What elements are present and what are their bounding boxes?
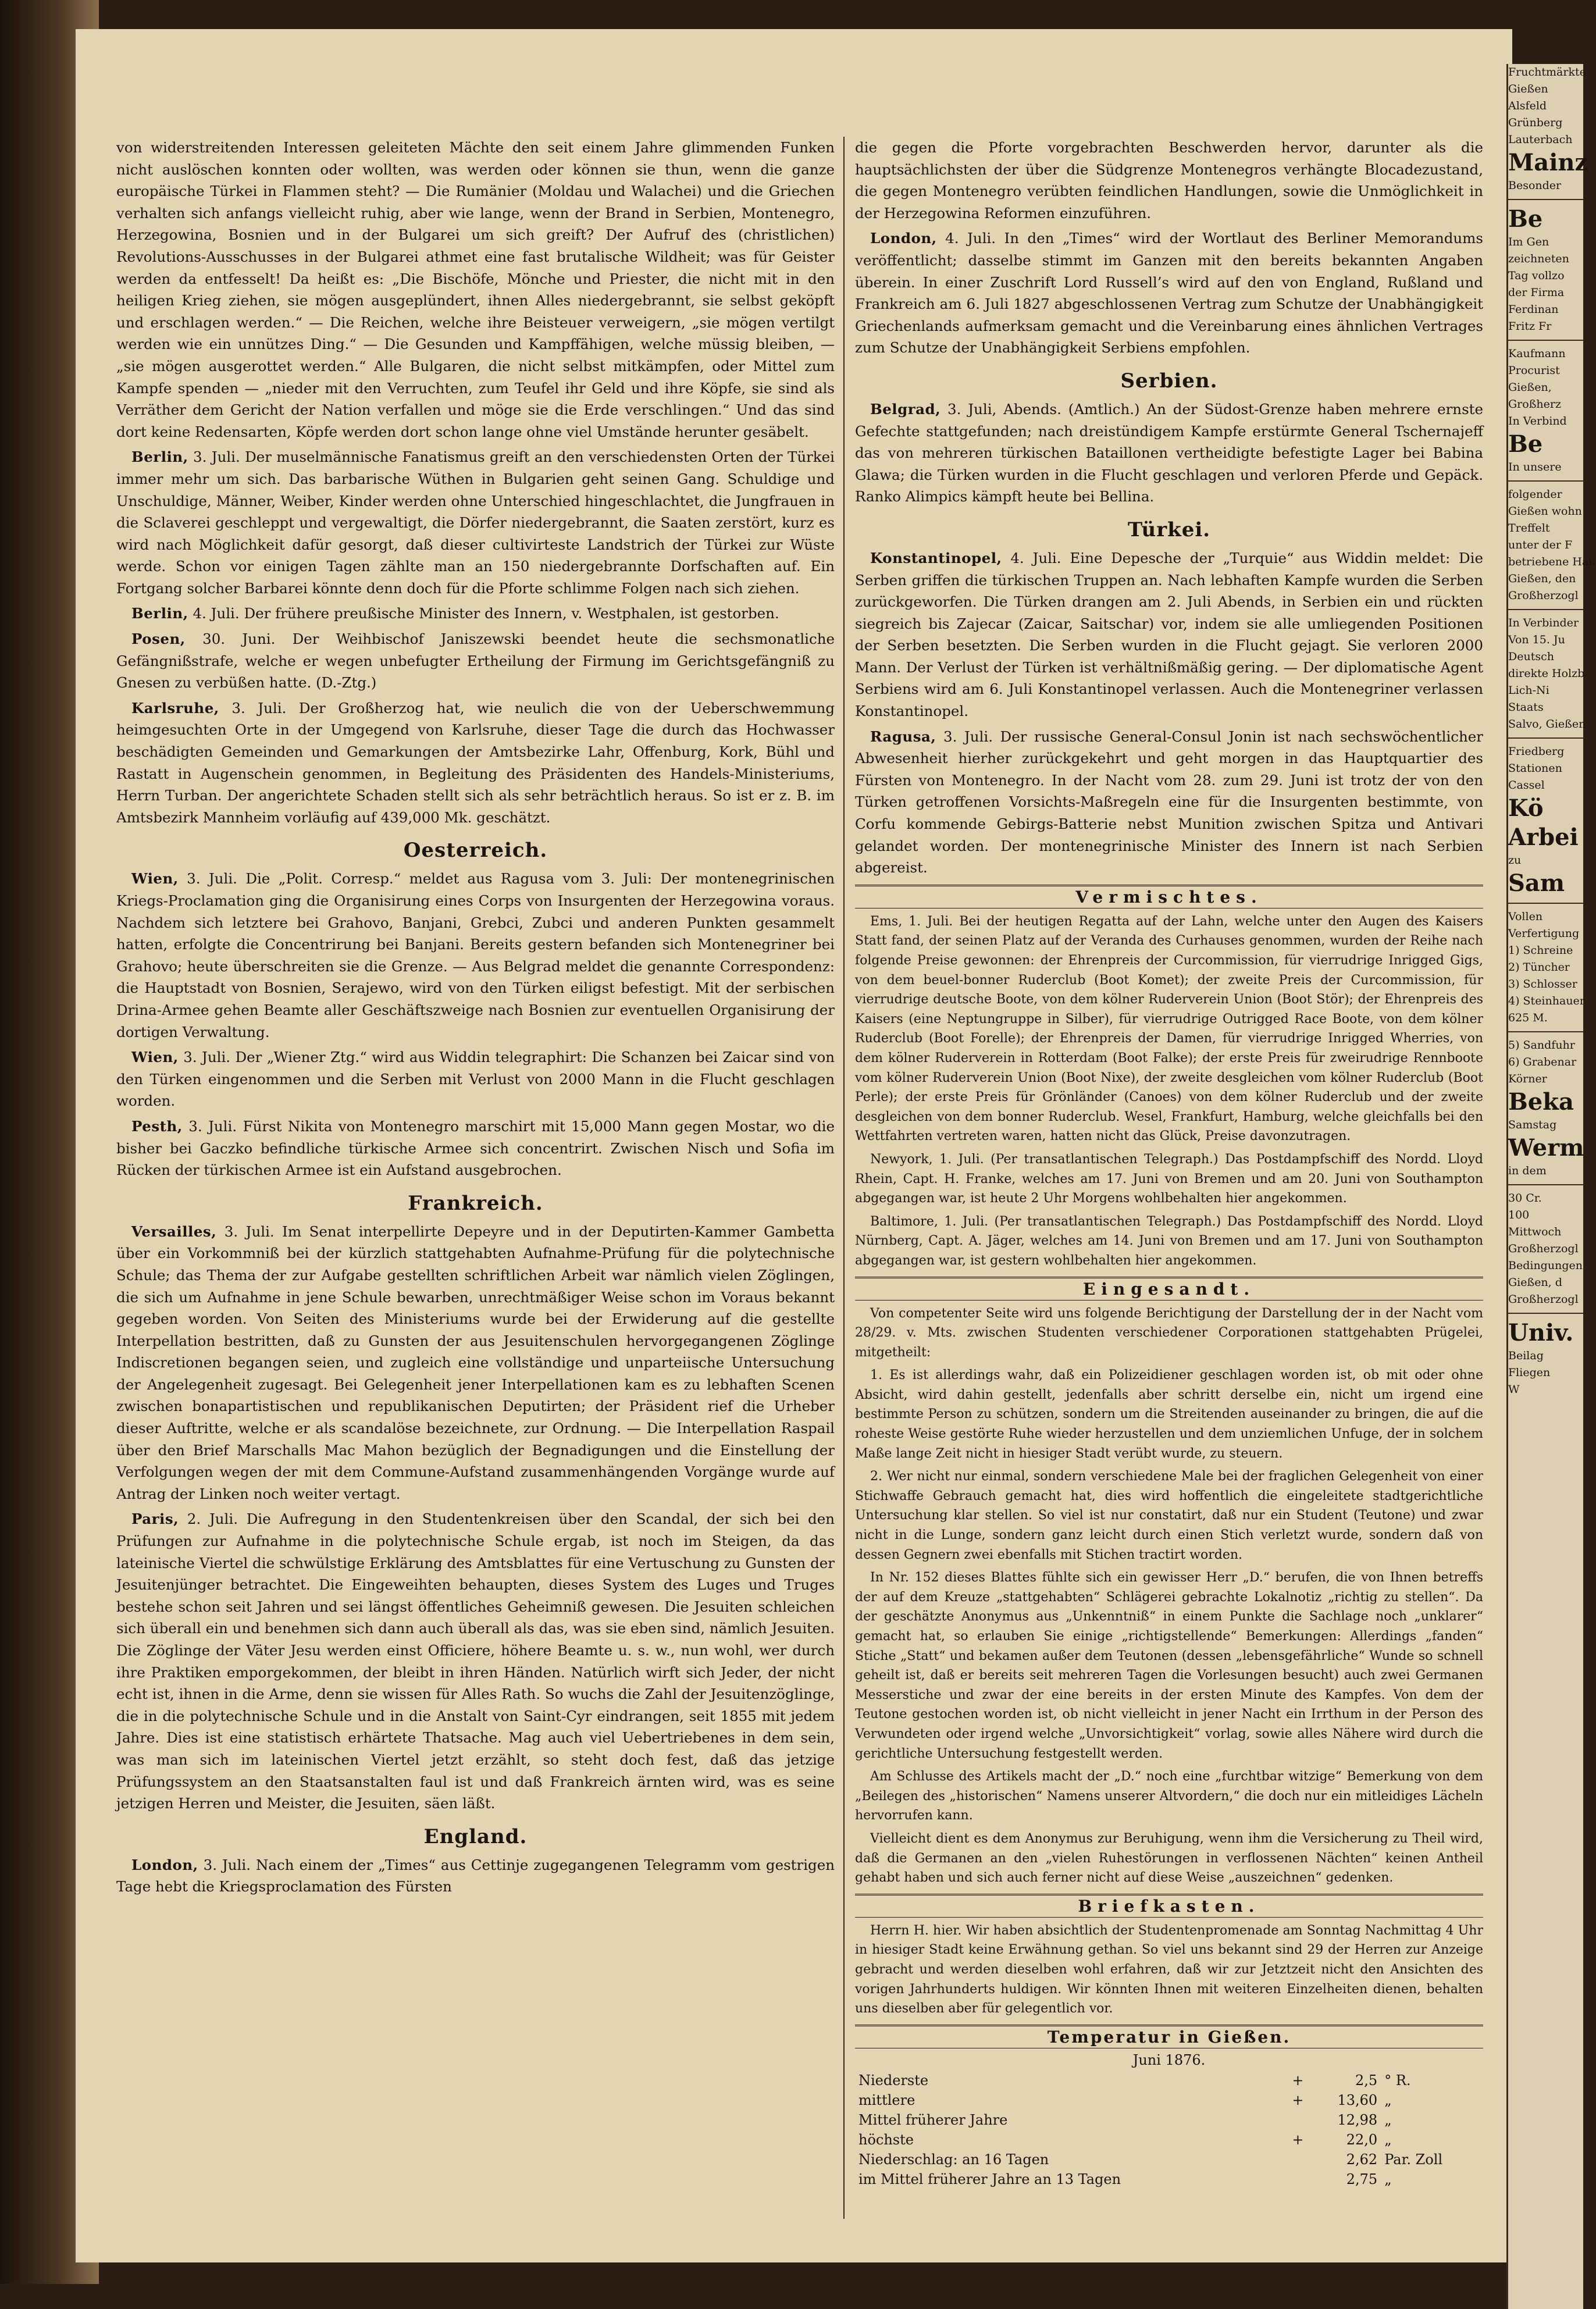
page-fragment: Fritz Fr bbox=[1508, 320, 1552, 333]
dateline: Paris, bbox=[131, 1510, 179, 1528]
article-ems bbox=[855, 912, 1483, 1146]
page-fragment: In Verbind bbox=[1508, 415, 1567, 427]
temperature-sign bbox=[1278, 2110, 1307, 2130]
eingesandt-paragraph: 2. Wer nicht nur einmal, sondern verschiedene Male bei der fraglichen Gelegenheit von einer Stichwaffe Gebrauch gemacht hat, dies wird hoffentlich die eingeleitete stadtgerichtliche Untersuchung klar stellen. So viel ist nur constatirt, daß nur ein Student (Teutone) und zwar nicht in die Lunge, sondern ganz leicht durch einen Stich verletzt wurde, sondern daß von dessen Gegnern zwei ebenfalls mit Stichen tractirt worden. bbox=[855, 1469, 1483, 1562]
page-fragment: Friedberg bbox=[1508, 745, 1565, 758]
page-fragment: 6) Grabenar bbox=[1508, 1056, 1577, 1068]
page-fragment: 3) Schlosser bbox=[1508, 978, 1577, 990]
page-fragment: Alsfeld bbox=[1508, 99, 1547, 112]
page-fragment: Gießen, d bbox=[1508, 1276, 1562, 1289]
page-fragment: Im Gen bbox=[1508, 236, 1549, 248]
page-fragment: Verfertigung bbox=[1508, 927, 1580, 940]
temperature-unit: „ bbox=[1384, 2171, 1392, 2187]
section-heading-eingesandt: Eingesandt. bbox=[855, 1277, 1483, 1300]
dateline: Versailles, bbox=[131, 1223, 217, 1240]
article-text: 1. Juli. (Per transatlantischen Telegraph.) Das Postdampfschiff des Nordd. Lloyd Nürnberg, Capt. A. Jäger, welches am 14. Juni von Bremen und am 17. Juni von Southampton abgegangen war, ist gestern wohlbehalten hier angekommen. bbox=[855, 1214, 1483, 1268]
fragment-divider bbox=[1508, 480, 1583, 482]
article-berlin-2 bbox=[116, 603, 835, 625]
page-fragment: Arbei bbox=[1508, 824, 1579, 851]
page-fragment: Mittwoch bbox=[1508, 1225, 1562, 1238]
column-rule bbox=[843, 137, 845, 2219]
dateline: London, bbox=[870, 230, 937, 247]
page-fragment: Besonder bbox=[1508, 179, 1562, 192]
page-fragment: Mainz bbox=[1508, 149, 1588, 176]
page-fragment: in dem bbox=[1508, 1164, 1547, 1177]
page-fragment: 4) Steinhauer bbox=[1508, 995, 1585, 1007]
page-fragment: Großherzogl bbox=[1508, 589, 1579, 602]
section-heading-frankreich: Frankreich. bbox=[408, 1191, 543, 1215]
briefkasten-text: Herrn H. hier. Wir haben absichtlich der Studentenpromenade am Sonntag Nachmittag 4 Uhr in hiesiger Stadt keine Erwähnung gethan. So viel uns bekannt sind 29 der Herren zur Anzeige gebracht und werden dieselben wohl erfahren, daß wir zur Jetztzeit nicht den Ansichten des vorigen Jahrhunderts huldigen. Wir könnten Ihnen mit weiteren Einzelheiten dienen, behalten uns dieselben aber für gelegentlich vor. bbox=[855, 1923, 1483, 2016]
article-berlin-1 bbox=[116, 446, 835, 599]
article-versailles bbox=[116, 1221, 835, 1505]
page-fragment: unter der F bbox=[1508, 539, 1573, 551]
fragment-divider bbox=[1508, 1031, 1583, 1032]
temperature-value: 22,0 bbox=[1346, 2131, 1378, 2148]
page-fragment: Großherzogl bbox=[1508, 1242, 1579, 1255]
article-posen bbox=[116, 628, 835, 694]
dateline: Karlsruhe, bbox=[131, 699, 219, 717]
fragment-divider bbox=[1508, 609, 1583, 610]
page-fragment: Bedingungen bbox=[1508, 1259, 1583, 1272]
temperature-row bbox=[855, 2071, 1483, 2090]
page-fragment: 100 bbox=[1508, 1209, 1530, 1221]
newspaper-page bbox=[76, 29, 1596, 2262]
fragment-divider bbox=[1508, 1313, 1583, 1314]
article-text: 3. Juli, Abends. (Amtlich.) An der Südost-Grenze haben mehrere ernste Gefechte stattgefunden; nach dreistündigem Kampfe erstürmte General Tschernajeff das von mehreren türkischen Bataillonen vertheidigte befestigte Lager bei Babina Glawa; die Türken wurden in die Flucht geschlagen und verloren Pferde und Gepäck. Ranko Alimpics kämpft heute bei Bellina. bbox=[855, 400, 1483, 505]
page-fragment: Stationen bbox=[1508, 762, 1562, 775]
page-fragment: Grünberg bbox=[1508, 116, 1563, 129]
page-fragment: Cassel bbox=[1508, 779, 1545, 792]
temperature-label: Niederste bbox=[858, 2072, 929, 2089]
temperature-value: 2,5 bbox=[1355, 2072, 1378, 2089]
page-fragment: Gießen, bbox=[1508, 381, 1552, 394]
section-heading-vermischtes: Vermischtes. bbox=[855, 885, 1483, 908]
page-fragment: direkte Holzb bbox=[1508, 667, 1585, 680]
eingesandt-paragraph: Am Schlusse des Artikels macht der „D.“ noch eine „furchtbar witzige“ Bemerkung von dem „Beilegen des „historischen“ Namens unserer Altvordern,“ die doch nur ein mitleidiges Lächeln hervorrufen kann. bbox=[855, 1769, 1483, 1823]
article-text: 3. Juli. Der Großherzog hat, wie neulich die von der Ueberschwemmung heimgesuchten Orte in der Umgegend von Karlsruhe, dieser Tage die durch das Hochwasser beschädigten Gemeinden und Gemarkungen der Amtsbezirke Lahr, Offenburg, Kork, Bühl und Rastatt in Augenschein genommen, in Begleitung des Präsidenten des Handels-Ministeriums, Herrn Turban. Der angerichtete Schaden stellt sich als sehr beträchtlich heraus. So ist er z. B. im Amtsbezirk Mannheim vorläufig auf 439,000 Mk. geschätzt. bbox=[116, 699, 835, 826]
page-fragment: Ferdinan bbox=[1508, 303, 1559, 316]
page-fragment: Salvo, Gießen bbox=[1508, 718, 1586, 731]
section-heading-briefkasten: Briefkasten. bbox=[855, 1894, 1483, 1918]
article-text: 3. Juli. Der „Wiener Ztg.“ wird aus Widdin telegraphirt: Die Schanzen bei Zaicar sind von den Türken eingenommen und die Serben mit Verlust von 2000 Mann in die Flucht geschlagen worden. bbox=[116, 1049, 835, 1110]
section-heading-england: England. bbox=[423, 1825, 528, 1848]
temperature-row bbox=[855, 2150, 1483, 2169]
page-fragment: Gießen wohn bbox=[1508, 505, 1582, 518]
temperature-label: im Mittel früherer Jahre an 13 Tagen bbox=[858, 2171, 1121, 2187]
section-heading-tuerkei: Türkei. bbox=[1127, 518, 1211, 541]
fragment-divider bbox=[1508, 340, 1583, 341]
section-heading-oesterreich: Oesterreich. bbox=[403, 839, 548, 863]
page-fragment: zu bbox=[1508, 854, 1522, 867]
fragment-divider bbox=[1508, 199, 1583, 200]
temperature-sign: + bbox=[1292, 2072, 1304, 2089]
article-konstantinopel bbox=[855, 547, 1483, 722]
temperature-row bbox=[855, 2169, 1483, 2189]
temperature-label: Niederschlag: an 16 Tagen bbox=[858, 2151, 1049, 2168]
temperature-unit: ° R. bbox=[1384, 2072, 1411, 2089]
article-text: 30. Juni. Der Weihbischof Janiszewski beendet heute die sechsmonatliche Gefängnißstrafe, welche er wegen unbefugter Ertheilung der Firmung im Gerichtsgefängniß zu Gnesen zu verbüßen hatte. (D.-Ztg.) bbox=[116, 630, 835, 692]
dateline: Belgrad, bbox=[870, 400, 941, 418]
temperature-value: 13,60 bbox=[1337, 2091, 1378, 2108]
temperature-unit: „ bbox=[1384, 2131, 1392, 2148]
article-ragusa bbox=[855, 726, 1483, 879]
page-fragment: Deutsch bbox=[1508, 650, 1554, 663]
page-fragment: Lich-Ni bbox=[1508, 684, 1549, 697]
temperature-label: mittlere bbox=[858, 2091, 915, 2108]
page-fragment: Großherzogl bbox=[1508, 1293, 1579, 1306]
temperature-sign bbox=[1278, 2150, 1307, 2169]
dateline: Berlin, bbox=[131, 448, 188, 466]
temperature-table bbox=[855, 2071, 1483, 2189]
dateline: Posen, bbox=[131, 630, 186, 648]
middle-column bbox=[855, 137, 1483, 2189]
page-fragment: Kö bbox=[1508, 794, 1544, 822]
article-text: 1. Juli. Bei der heutigen Regatta auf der Lahn, welche unter den Augen des Kaisers Statt fand, der seinen Platz auf der Veranda des Curhauses genommen, wurden der Reihe nach folgende Preise gewonnen: der Ehrenpreis der Curcommission, für vierrudrige Inrigged Gigs, von dem beuel-bonner Ruderclub (Boot Komet); der zweite Preis der Curcommission, für vierrudrige deutsche Boote, von dem kölner Ruderverein Union (Boot Stör); der Ehrenpreis des Kaisers (eine Neptungruppe in Silber), für vierrudrige Outrigged Race Boote, von dem kölner Ruderclub (Boot Forelle); der Ehrenpreis der Damen, für vierrudrige Inrigged Wherries, von dem kölner Ruderverein in Rotterdam (Boot Falke); der erste Preis für zweirudrige Rennboote vom kölner Ruderverein Union (Boot Nixe), der zweite desgleichen vom kölner Ruderclub (Boot Perle); der erste Preis für Grönländer (Canoes) von dem kölner Ruderclub und der zweite desgleichen von dem bonner Ruderclub. Wesel, Frankfurt, Hamburg, welche gleichfalls bei den Wettfahrten vertreten waren, hatten nicht das Glück, Preise davonzutragen. bbox=[855, 914, 1483, 1144]
article-intro: von widerstreitenden Interessen geleiteten Mächte den seit einem Jahre glimmenden Funken nicht auslöschen konnten oder wollten, was werden oder können sie thun, wenn die ganze europäische Türkei in Flammen steht? — Die Rumänier (Moldau und Walachei) und die Griechen verhalten sich anfangs vielleicht ruhig, aber wie lange, wenn der Brand in Serbien, Montenegro, Herzegowina, Bosnien und in der Bulgarei um sich greift? Der Aufruf des (christlichen) Revolutions-Ausschusses in der Bulgarei athmet eine fast brutalische Wildheit; was für Geister werden da entfesselt! Da heißt es: „Die Bischöfe, Mönche und Priester, die nicht mit in den heiligen Krieg ziehen, sie mögen ausgeplündert, ihnen Alles niedergebrannt, sie selbst geköpft und erschlagen werden.“ — Die Reichen, welche ihre Beisteuer verweigern, „sie mögen vertilgt werden wie ein unnützes Ding.“ — Die Gesunden und Kampffähigen, welche müssig bleiben, — „sie mögen ausgerottet werden.“ Alle Bulgaren, die nicht selbst mitkämpfen, oder Mittel zum Kampfe spenden — „nieder mit den Verruchten, zum Teufel ihr Geld und ihre Köpfe, sie sind als Verräther dem Gericht der Nation verfallen und möge sie die Erde verschlingen.“ Und das sind dort keine Redensarten, Köpfe werden dort schon lange ohne viel Umstände herunter gesäbelt. bbox=[116, 139, 835, 440]
fragment-divider bbox=[1508, 1184, 1583, 1185]
temperature-sign bbox=[1278, 2169, 1307, 2189]
page-fragment: Gießen bbox=[1508, 83, 1548, 95]
article-text: 3. Juli. Fürst Nikita von Montenegro marschirt mit 15,000 Mann gegen Mostar, wo die bisher bei Gaczko befindliche türkische Armee sich concentrirt. Zwischen Nisch und Sofia im Rücken der türkischen Armee ist ein Aufstand ausgebrochen. bbox=[116, 1117, 835, 1179]
article-continuation: die gegen die Pforte vorgebrachten Beschwerden hervor, darunter als die hauptsächlichsten der über die Südgrenze Montenegros verhängte Blocadezustand, die gegen Montenegro verübten feindlichen Handlungen, sowie die Unmöglichkeit in der Herzegowina Reformen einzuführen. bbox=[855, 139, 1483, 222]
article-wien-1 bbox=[116, 868, 835, 1043]
page-fragment: Be bbox=[1508, 205, 1543, 233]
temperature-unit: „ bbox=[1384, 2091, 1392, 2108]
page-fragment: der Firma bbox=[1508, 286, 1565, 299]
page-fragment: Beka bbox=[1508, 1088, 1574, 1116]
temperature-value: 2,62 bbox=[1346, 2151, 1378, 2168]
page-fragment: zeichneten bbox=[1508, 252, 1569, 265]
page-fragment: W bbox=[1508, 1383, 1520, 1396]
page-fragment: Be bbox=[1508, 430, 1543, 458]
section-heading-temperatur: Temperatur in Gießen. bbox=[855, 2025, 1483, 2048]
temperature-sign: + bbox=[1292, 2131, 1304, 2148]
page-fragment: Univ. bbox=[1508, 1319, 1574, 1346]
page-fragment: Gießen, den bbox=[1508, 572, 1576, 585]
article-text: 3. Juli. Der russische General-Consul Jonin ist nach sechswöchentlicher Abwesenheit hierher zurückgekehrt und geht morgen in das Hauptquartier des Fürsten von Montenegro. In der Nacht vom 28. zum 29. Juni ist trotz der von den Türken getroffenen Vorsichts-Maßregeln eine für die Insurgenten bestimmte, von Corfu kommende Gebirgs-Batterie nebst Munition zwischen Spitza und Antivari gelandet worden. Der montenegrinische Minister des Innern ist nach Serbien abgereist. bbox=[855, 728, 1483, 876]
article-karlsruhe bbox=[116, 697, 835, 829]
page-fragment: Werm bbox=[1508, 1134, 1584, 1161]
page-fragment: In Verbinder bbox=[1508, 617, 1579, 629]
article-baltimore bbox=[855, 1212, 1483, 1271]
article-text: 2. Juli. Die Aufregung in den Studentenkreisen über den Scandal, der sich bei den Prüfungen zur Aufnahme in die polytechnische Schule ergab, ist noch im Steigen, da das lateinische Viertel die schwülstige Erklärung des Amtsblattes für eine Vertuschung zu Gunsten der Jesuitenjünger betrachtet. Die Eingeweihten behaupten, dieses System des Luges und Truges bestehe schon seit Jahren und sei längst öffentliches Geheimniß gewesen. Die Jesuiten schleichen sich überall ein und benehmen sich dann auch überall als das, was sie eben sind, nämlich Jesuiten. Die Zöglinge der Väter Jesu werden einst Officiere, höhere Beamte u. s. w., nun wohl, wer durch ihre Praktiken emporgekommen, der bleibt in ihren Händen. Natürlich wirft sich Jeder, der nicht echt ist, ihnen in die Arme, denn sie wissen für Alles Rath. So wuchs die Zahl der Jesuitenzöglinge, die in die polytechnische Schule und in die Anstalt von Saint-Cyr eindrangen, seit 1855 mit jedem Jahre. Dies ist eine statistisch erhärtete Thatsache. Mag auch viel Uebertriebenes in dem sein, was man sich im lateinischen Viertel jetzt erzählt, so steht doch fest, daß das jetzige Prüfungssystem an den Staatsanstalten faul ist und daß Frankreich ärnten wird, was es seine jetzigen Herren und Meister, die Jesuiten, säen läßt. bbox=[116, 1510, 835, 1812]
dateline: Baltimore, bbox=[870, 1214, 938, 1229]
temperature-unit: „ bbox=[1384, 2111, 1392, 2128]
page-fragment: Samstag bbox=[1508, 1118, 1557, 1131]
adjacent-page-strip bbox=[1506, 64, 1596, 2309]
temperature-label: Mittel früherer Jahre bbox=[858, 2111, 1008, 2128]
dateline: Newyork, bbox=[870, 1152, 933, 1167]
temperature-row bbox=[855, 2110, 1483, 2130]
temperature-row bbox=[855, 2090, 1483, 2110]
page-fragment: 625 M. bbox=[1508, 1011, 1548, 1024]
page-fragment: Treffelt bbox=[1508, 522, 1550, 535]
temperature-row bbox=[855, 2130, 1483, 2150]
page-fragment: Staats bbox=[1508, 701, 1544, 714]
dateline: Pesth, bbox=[131, 1117, 183, 1135]
page-fragment: Tag vollzo bbox=[1508, 269, 1565, 282]
article-paris bbox=[116, 1508, 835, 1814]
article-text: 3. Juli. Die „Polit. Corresp.“ meldet aus Ragusa vom 3. Juli: Der montenegrinischen Kriegs-Proclamation ging die Organisirung eines Corps von Insurgenten der Herzegowina voraus. Nachdem sich letztere bei Grahovo, Banjani, Grebci, Zubci und anderen Punkten gesammelt hatten, erfolgte die Concentrirung bei Banjani. Bereits gestern befanden sich Montenegriner bei Grahovo; heute überschreiten sie die Grenze. — Aus Belgrad meldet die genannte Correspondenz: die Hauptstadt von Bosnien, Serajewo, wird von den Türken eiligst befestigt. Mit der serbischen Drina-Armee gehen Beamte aller Geschäftszweige nach Bosnien zur eventuellen Organisirung der dortigen Verwaltung. bbox=[116, 870, 835, 1041]
eingesandt-paragraph: In Nr. 152 dieses Blattes fühlte sich ein gewisser Herr „D.“ berufen, die von Ihnen betreffs der auf dem Kreuze „stattgehabten“ Schlägerei gebrachte Lokalnotiz „richtig zu stellen“. Da der geschätzte Anonymus aus „Unkenntniß“ in einem Punkte die Sachlage noch „unklarer“ gemacht hat, so erlauben Sie einige „richtigstellende“ Bemerkungen: Allerdings „fanden“ Stiche „Statt“ und bekamen außer dem Teutonen (dessen „lebensgefährliche“ Wunde so schnell geheilt ist, daß er bereits seit mehreren Tagen die Vorlesungen besucht) auch zwei Germanen Messerstiche und zwar der eine bereits in der ersten Minute des Kampfes. Von dem der Teutone gestochen worden ist, ob nicht vielleicht in jener Nacht ein Irrthum in der Person des Verwundeten oder irgend welche „Unvorsichtigkeit“ vorlag, sowie alles Nähere wird durch die gerichtliche Untersuchung festgestellt werden. bbox=[855, 1570, 1483, 1761]
page-fragment: Procurist bbox=[1508, 364, 1560, 377]
fragment-divider bbox=[1508, 737, 1583, 739]
section-heading-serbien: Serbien. bbox=[1120, 369, 1218, 393]
dateline: Konstantinopel, bbox=[870, 549, 1002, 566]
dateline: Wien, bbox=[131, 1049, 179, 1066]
article-london-1 bbox=[116, 1854, 835, 1898]
article-wien-2 bbox=[116, 1046, 835, 1112]
temperature-value: 2,75 bbox=[1346, 2171, 1378, 2187]
article-newyork bbox=[855, 1150, 1483, 1209]
page-fragment: Großherz bbox=[1508, 398, 1561, 411]
fragment-divider bbox=[1508, 903, 1583, 904]
temperature-label: höchste bbox=[858, 2131, 914, 2148]
page-fragment: Von 15. Ju bbox=[1508, 633, 1565, 646]
page-fragment: Kaufmann bbox=[1508, 347, 1566, 360]
page-fragment: 2) Tüncher bbox=[1508, 961, 1570, 974]
page-fragment: In unsere bbox=[1508, 461, 1562, 473]
page-fragment: folgender bbox=[1508, 488, 1562, 501]
article-belgrad bbox=[855, 398, 1483, 508]
page-fragment: 5) Sandfuhr bbox=[1508, 1039, 1575, 1052]
dateline: Ems, bbox=[870, 914, 903, 929]
eingesandt-paragraph: Von competenter Seite wird uns folgende Berichtigung der Darstellung der in der Nacht vom 28/29. v. Mts. zwischen Studenten verschiedener Corporationen stattgehabten Prügelei, mitgetheilt: bbox=[855, 1306, 1483, 1360]
article-text: 4. Juli. In den „Times“ wird der Wortlaut des Berliner Memorandums veröffentlicht; dasselbe stimmt im Ganzen mit den bereits bekannten Angaben überein. In einer Zuschrift Lord Russell’s wird auf den von England, Rußland und Frankreich am 6. Juli 1827 abgeschlossenen Vertrag zum Schutze der Unabhängigkeit Griechenlands aufmerksam gemacht und die Vereinbarung eines ähnlichen Vertrages zum Schutze der Unabhängigkeit Serbiens empfohlen. bbox=[855, 230, 1483, 357]
article-london-2 bbox=[855, 227, 1483, 359]
page-fragment: Beilag bbox=[1508, 1349, 1544, 1362]
page-fragment: Lauterbach bbox=[1508, 133, 1573, 146]
page-fragment: Körner bbox=[1508, 1072, 1547, 1085]
dateline: Wien, bbox=[131, 870, 179, 888]
temperature-unit: Par. Zoll bbox=[1384, 2151, 1443, 2168]
page-fragment: 30 Cr. bbox=[1508, 1192, 1542, 1205]
temperature-value: 12,98 bbox=[1337, 2111, 1378, 2128]
page-fragment: betriebene Han bbox=[1508, 555, 1596, 568]
page-fragment: Fliegen bbox=[1508, 1366, 1551, 1379]
article-text: 3. Juli. Der muselmännische Fanatismus greift an den verschiedensten Orten der Türkei immer mehr um sich. Das barbarische Wüthen in Bulgarien geht seinen Gang. Schuldige und Unschuldige, Männer, Weiber, Kinder werden ohne Unterschied hingeschlachtet, die Jungfrauen in die Sclaverei geschleppt und vergewaltigt, die Dörfer niedergebrannt, die Saaten zerstört, kurz es wird nach Möglichkeit dafür gesorgt, daß dieser cultivirteste Landstrich der Türkei zur Wüste werde. Schon vor einigen Tagen zählte man an 150 niedergebrannte Dorfschaften auf. Ein Fortgang solcher Barbarei könnte denn doch für die Pforte schlimme Folgen nach sich ziehen. bbox=[116, 448, 835, 597]
temperature-month: Juni 1876. bbox=[1132, 2051, 1206, 2068]
article-text: 3. Juli. Im Senat interpellirte Depeyre und in der Deputirten-Kammer Gambetta über ein Vorkommniß bei der kürzlich stattgehabten Aufnahme-Prüfung für die polytechnische Schule; das Thema der zur Aufgabe gestellten schriftlichen Arbeit war nämlich vielen Zöglingen, die sich um Aufnahme in jene Schule bewarben, unrechtmäßiger Weise schon im Voraus bekannt gegeben worden. Von Seiten des Ministeriums wurde bei der Erwiderung auf die gestellte Interpellation bestritten, daß zu Gunsten der aus Jesuitenschulen hervorgegangenen Zöglinge Indiscretionen begangen seien, und zugleich eine vollständige und unparteiische Untersuchung der Angelegenheit zugesagt. Bei Gelegenheit jener Interpellationen kam es zu lebhaften Scenen zwischen bonapartistischen und republikanischen Deputirten; der Präsident rief die Urheber dieser Auftritte, welche er als scandalöse bezeichnete, zur Ordnung. — Die Interpellation Raspail über den Brief Marschalls Mac Mahon bezüglich der Begnadigungen und die Einstellung der Verfolgungen wegen der mit dem Commune-Aufstand zusammenhängenden Vorgänge wurde auf Antrag der Linken noch weiter vertagt. bbox=[116, 1223, 835, 1502]
page-fragment: Vollen bbox=[1508, 910, 1543, 923]
article-text: 4. Juli. Eine Depesche der „Turquie“ aus Widdin meldet: Die Serben griffen die türkischen Truppen an. Nach lebhaften Kampfe wurden die Serben zurückgeworfen. Die Türken drangen am 2. Juli Abends, in Serbien ein und rückten siegreich bis Zajecar (Zaicar, Saitschar) vor, indem sie alle umliegenden Positionen der Serben besetzten. Die Serben wurden in die Flucht gejagt. Sie verloren 2000 Mann. Der Verlust der Türken ist verhältnißmäßig gering. — Der diplomatische Agent Serbiens wird am 6. Juli Konstantinopel verlassen. Auch die Montenegriner verlassen Konstantinopel. bbox=[855, 549, 1483, 720]
temperature-sign: + bbox=[1292, 2091, 1304, 2108]
page-fragment: Fruchtmärkte bbox=[1508, 66, 1586, 79]
left-column bbox=[116, 137, 835, 1901]
page-fragment: 1) Schreine bbox=[1508, 944, 1573, 957]
dateline: Ragusa, bbox=[870, 728, 936, 745]
eingesandt-paragraph: Vielleicht dient es dem Anonymus zur Beruhigung, wenn ihm die Versicherung zu Theil wird, daß die Germanen an den „vielen Ruhestörungen in verflossenen Nächten“ keinen Antheil gehabt haben und sich auch ferner nicht auf diese Weise „auszeichnen“ gedenken. bbox=[855, 1831, 1483, 1886]
dateline: Berlin, bbox=[131, 605, 188, 622]
dateline: London, bbox=[131, 1856, 198, 1873]
page-fragment: Sam bbox=[1508, 870, 1565, 897]
article-pesth bbox=[116, 1116, 835, 1181]
eingesandt-paragraph: 1. Es ist allerdings wahr, daß ein Polizeidiener geschlagen worden ist, ob mit oder ohne Absicht, wird dahin gestellt, jedenfalls aber schritt derselbe ein, nicht um irgend eine bestimmte Person zu schützen, sondern um die Streitenden auseinander zu bringen, die auf die roheste Weise gestörte Ruhe wieder herzustellen und dem unziemlichen Unfuge, der in solchem Maße lange Zeit nicht in hiesiger Stadt verübt wurde, zu steuern. bbox=[855, 1368, 1483, 1461]
article-text: 3. Juli. Nach einem der „Times“ aus Cettinje zugegangenen Telegramm vom gestrigen Tage hebt die Kriegsproclamation des Fürsten bbox=[116, 1856, 835, 1895]
article-text: 1. Juli. (Per transatlantischen Telegraph.) Das Postdampfschiff des Nordd. Lloyd Rhein, Capt. H. Franke, welches am 17. Juni von Bremen und am 20. Juni von Southampton abgegangen war, ist heute 2 Uhr Morgens wohlbehalten hier angekommen. bbox=[855, 1152, 1483, 1206]
article-text: 4. Juli. Der frühere preußische Minister des Innern, v. Westphalen, ist gestorben. bbox=[188, 605, 779, 622]
